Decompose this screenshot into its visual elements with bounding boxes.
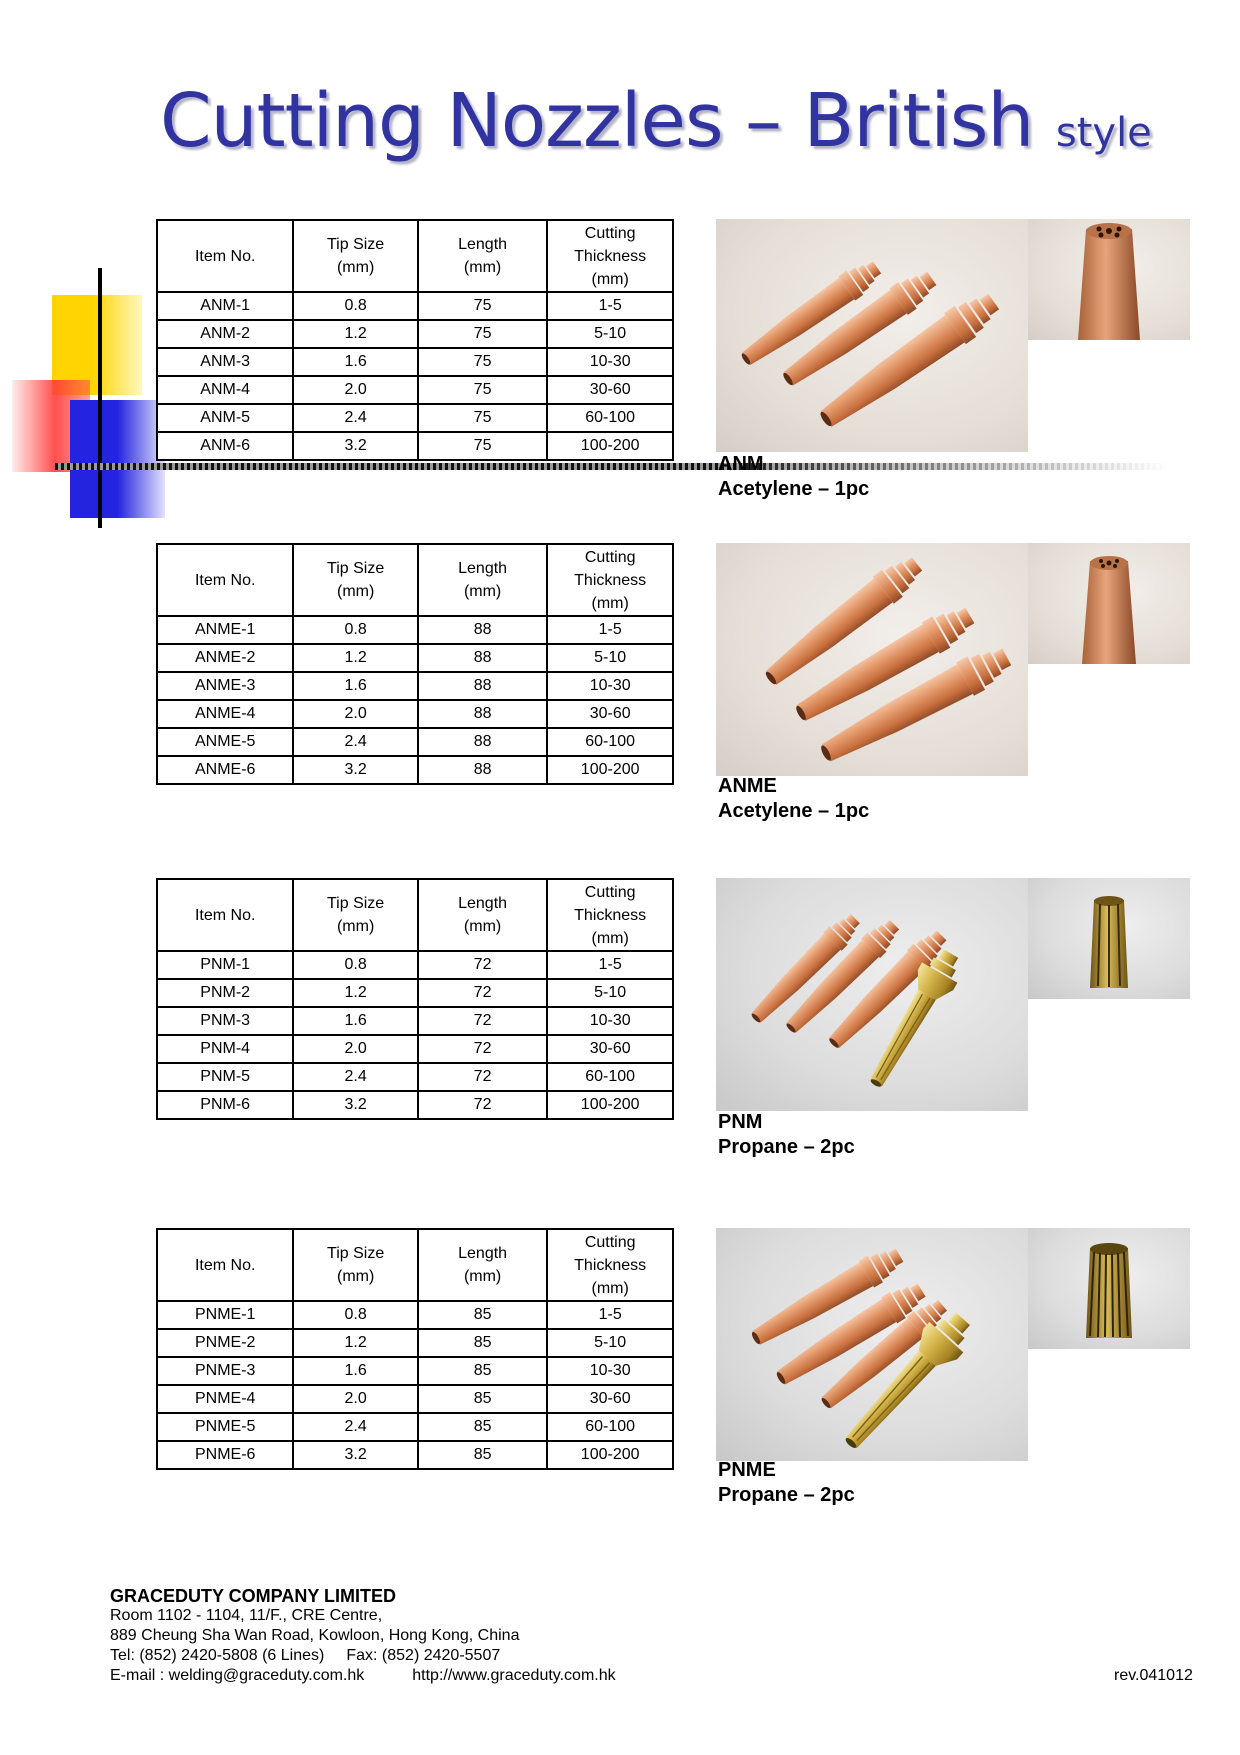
length-cell: 88 [418, 644, 547, 672]
tip-size-cell: 2.0 [293, 376, 417, 404]
tip-closeup-pnm [1028, 878, 1190, 999]
item-no-cell: ANM-5 [157, 404, 293, 432]
length-cell: 88 [418, 672, 547, 700]
thickness-cell: 5-10 [547, 979, 673, 1007]
spec-table-anm [156, 219, 674, 461]
length-cell: 75 [418, 292, 547, 320]
caption-anme [718, 774, 869, 824]
contact-email-web [110, 1666, 616, 1686]
length-cell: 85 [418, 1329, 547, 1357]
page-title [160, 78, 1152, 164]
item-no-cell: PNM-2 [157, 979, 293, 1007]
table-row [157, 432, 673, 460]
page-title-main: Cutting Nozzles – British [160, 78, 1034, 164]
thickness-cell: 30-60 [547, 1385, 673, 1413]
thickness-cell: 5-10 [547, 644, 673, 672]
header-item-no: Item No. [157, 879, 293, 951]
tip-size-cell: 1.6 [293, 1357, 417, 1385]
tip-size-cell: 2.4 [293, 404, 417, 432]
item-no-cell: PNM-6 [157, 1091, 293, 1119]
caption-gas: Acetylene – 1pc [718, 478, 870, 500]
tip-size-cell: 1.6 [293, 1007, 417, 1035]
header-tip-size: Tip Size (mm) [293, 220, 417, 292]
header-cutting-thickness: Cutting Thickness (mm) [547, 220, 673, 292]
length-cell: 72 [418, 1091, 547, 1119]
header-length: Length (mm) [418, 220, 547, 292]
tip-size-cell: 1.2 [293, 644, 417, 672]
thickness-cell: 100-200 [547, 1091, 673, 1119]
caption-code: ANME [718, 775, 777, 797]
item-no-cell: PNME-3 [157, 1357, 293, 1385]
header-item-no: Item No. [157, 544, 293, 616]
table-row [157, 348, 673, 376]
item-no-cell: PNME-5 [157, 1413, 293, 1441]
caption-code: ANM [718, 453, 764, 475]
item-no-cell: ANME-6 [157, 756, 293, 784]
item-no-cell: ANM-3 [157, 348, 293, 376]
tip-size-cell: 2.0 [293, 1035, 417, 1063]
item-no-cell: PNM-3 [157, 1007, 293, 1035]
length-cell: 75 [418, 376, 547, 404]
item-no-cell: ANM-2 [157, 320, 293, 348]
length-cell: 72 [418, 1063, 547, 1091]
item-no-cell: PNM-4 [157, 1035, 293, 1063]
length-cell: 88 [418, 756, 547, 784]
table-row [157, 1329, 673, 1357]
product-photo-pnme [716, 1228, 1028, 1461]
length-cell: 75 [418, 432, 547, 460]
header-cutting-thickness: Cutting Thickness (mm) [547, 879, 673, 951]
length-cell: 75 [418, 320, 547, 348]
thickness-cell: 10-30 [547, 1357, 673, 1385]
company-name: GRACEDUTY COMPANY LIMITED [110, 1586, 397, 1606]
item-no-cell: ANM-1 [157, 292, 293, 320]
header-item-no: Item No. [157, 1229, 293, 1301]
tip-size-cell: 1.2 [293, 1329, 417, 1357]
table-row [157, 700, 673, 728]
thickness-cell: 10-30 [547, 1007, 673, 1035]
tip-size-cell: 1.6 [293, 672, 417, 700]
page-title-suffix: style [1055, 110, 1152, 156]
caption-code: PNM [718, 1111, 763, 1133]
header-item-no: Item No. [157, 220, 293, 292]
deco-vertical-line [98, 268, 102, 528]
tip-size-cell: 1.6 [293, 348, 417, 376]
length-cell: 85 [418, 1357, 547, 1385]
table-row [157, 1091, 673, 1119]
thickness-cell: 1-5 [547, 616, 673, 644]
tip-size-cell: 3.2 [293, 1441, 417, 1469]
thickness-cell: 10-30 [547, 348, 673, 376]
tip-size-cell: 0.8 [293, 951, 417, 979]
tip-size-cell: 3.2 [293, 1091, 417, 1119]
tip-size-cell: 2.0 [293, 700, 417, 728]
product-photo-pnm [716, 878, 1028, 1111]
header-cutting-thickness: Cutting Thickness (mm) [547, 544, 673, 616]
spec-table-pnme [156, 1228, 674, 1470]
table-header-row [157, 879, 673, 951]
table-row [157, 404, 673, 432]
length-cell: 85 [418, 1301, 547, 1329]
caption-gas: Acetylene – 1pc [718, 800, 870, 822]
item-no-cell: ANM-4 [157, 376, 293, 404]
thickness-cell: 100-200 [547, 756, 673, 784]
item-no-cell: ANM-6 [157, 432, 293, 460]
tip-closeup-anm [1028, 219, 1190, 340]
table-header-row [157, 544, 673, 616]
length-cell: 85 [418, 1385, 547, 1413]
table-row [157, 1441, 673, 1469]
item-no-cell: ANME-2 [157, 644, 293, 672]
item-no-cell: PNM-1 [157, 951, 293, 979]
thickness-cell: 30-60 [547, 700, 673, 728]
table-row [157, 728, 673, 756]
length-cell: 88 [418, 616, 547, 644]
table-row [157, 1357, 673, 1385]
length-cell: 88 [418, 700, 547, 728]
tip-size-cell: 0.8 [293, 292, 417, 320]
length-cell: 75 [418, 348, 547, 376]
spec-table-pnm [156, 878, 674, 1120]
item-no-cell: ANME-3 [157, 672, 293, 700]
thickness-cell: 1-5 [547, 292, 673, 320]
table-row [157, 1007, 673, 1035]
table-header-row [157, 1229, 673, 1301]
thickness-cell: 100-200 [547, 1441, 673, 1469]
tip-size-cell: 2.0 [293, 1385, 417, 1413]
header-cutting-thickness: Cutting Thickness (mm) [547, 1229, 673, 1301]
tip-size-cell: 0.8 [293, 1301, 417, 1329]
deco-horizontal-line [55, 463, 1170, 470]
thickness-cell: 60-100 [547, 728, 673, 756]
table-row [157, 756, 673, 784]
caption-pnme [718, 1458, 855, 1508]
product-photo-anm [716, 219, 1028, 452]
fax-text: Fax: (852) 2420-5507 [346, 1647, 501, 1664]
thickness-cell: 1-5 [547, 1301, 673, 1329]
thickness-cell: 5-10 [547, 1329, 673, 1357]
table-row [157, 292, 673, 320]
thickness-cell: 10-30 [547, 672, 673, 700]
table-row [157, 1301, 673, 1329]
tip-closeup-anme [1028, 543, 1190, 664]
header-length: Length (mm) [418, 1229, 547, 1301]
spec-table-anme [156, 543, 674, 785]
length-cell: 72 [418, 979, 547, 1007]
item-no-cell: PNME-2 [157, 1329, 293, 1357]
length-cell: 75 [418, 404, 547, 432]
tip-size-cell: 3.2 [293, 756, 417, 784]
table-row [157, 1413, 673, 1441]
tip-size-cell: 2.4 [293, 1413, 417, 1441]
thickness-cell: 5-10 [547, 320, 673, 348]
length-cell: 72 [418, 1007, 547, 1035]
website-link[interactable]: http://www.graceduty.com.hk [412, 1667, 616, 1684]
table-row [157, 1385, 673, 1413]
header-length: Length (mm) [418, 544, 547, 616]
header-tip-size: Tip Size (mm) [293, 1229, 417, 1301]
tip-size-cell: 2.4 [293, 728, 417, 756]
table-row [157, 979, 673, 1007]
length-cell: 72 [418, 1035, 547, 1063]
thickness-cell: 60-100 [547, 1413, 673, 1441]
table-row [157, 951, 673, 979]
header-tip-size: Tip Size (mm) [293, 544, 417, 616]
thickness-cell: 30-60 [547, 376, 673, 404]
caption-anm [718, 452, 869, 502]
table-row [157, 644, 673, 672]
email-text[interactable]: E-mail : welding@graceduty.com.hk [110, 1667, 365, 1684]
company-footer [110, 1586, 616, 1686]
table-header-row [157, 220, 673, 292]
item-no-cell: PNME-1 [157, 1301, 293, 1329]
contact-phone-fax [110, 1646, 616, 1666]
length-cell: 85 [418, 1413, 547, 1441]
item-no-cell: ANME-4 [157, 700, 293, 728]
length-cell: 72 [418, 951, 547, 979]
length-cell: 88 [418, 728, 547, 756]
header-length: Length (mm) [418, 879, 547, 951]
header-tip-size: Tip Size (mm) [293, 879, 417, 951]
tip-size-cell: 1.2 [293, 320, 417, 348]
table-row [157, 1063, 673, 1091]
thickness-cell: 60-100 [547, 404, 673, 432]
table-row [157, 376, 673, 404]
thickness-cell: 100-200 [547, 432, 673, 460]
tel-text: Tel: (852) 2420-5808 (6 Lines) [110, 1647, 325, 1664]
caption-code: PNME [718, 1459, 776, 1481]
item-no-cell: ANME-5 [157, 728, 293, 756]
item-no-cell: ANME-1 [157, 616, 293, 644]
caption-gas: Propane – 2pc [718, 1484, 855, 1506]
product-photo-anme [716, 543, 1028, 776]
tip-size-cell: 0.8 [293, 616, 417, 644]
thickness-cell: 60-100 [547, 1063, 673, 1091]
revision-label: rev.041012 [1114, 1667, 1193, 1684]
thickness-cell: 30-60 [547, 1035, 673, 1063]
address-line-2: 889 Cheung Sha Wan Road, Kowloon, Hong Kong, China [110, 1627, 520, 1644]
thickness-cell: 1-5 [547, 951, 673, 979]
tip-closeup-pnme [1028, 1228, 1190, 1349]
caption-gas: Propane – 2pc [718, 1136, 855, 1158]
table-row [157, 320, 673, 348]
caption-pnm [718, 1110, 855, 1160]
address-line-1: Room 1102 - 1104, 11/F., CRE Centre, [110, 1607, 383, 1624]
item-no-cell: PNME-4 [157, 1385, 293, 1413]
table-row [157, 672, 673, 700]
tip-size-cell: 2.4 [293, 1063, 417, 1091]
item-no-cell: PNME-6 [157, 1441, 293, 1469]
tip-size-cell: 1.2 [293, 979, 417, 1007]
item-no-cell: PNM-5 [157, 1063, 293, 1091]
table-row [157, 616, 673, 644]
tip-size-cell: 3.2 [293, 432, 417, 460]
deco-blue-block [70, 400, 165, 518]
length-cell: 85 [418, 1441, 547, 1469]
table-row [157, 1035, 673, 1063]
